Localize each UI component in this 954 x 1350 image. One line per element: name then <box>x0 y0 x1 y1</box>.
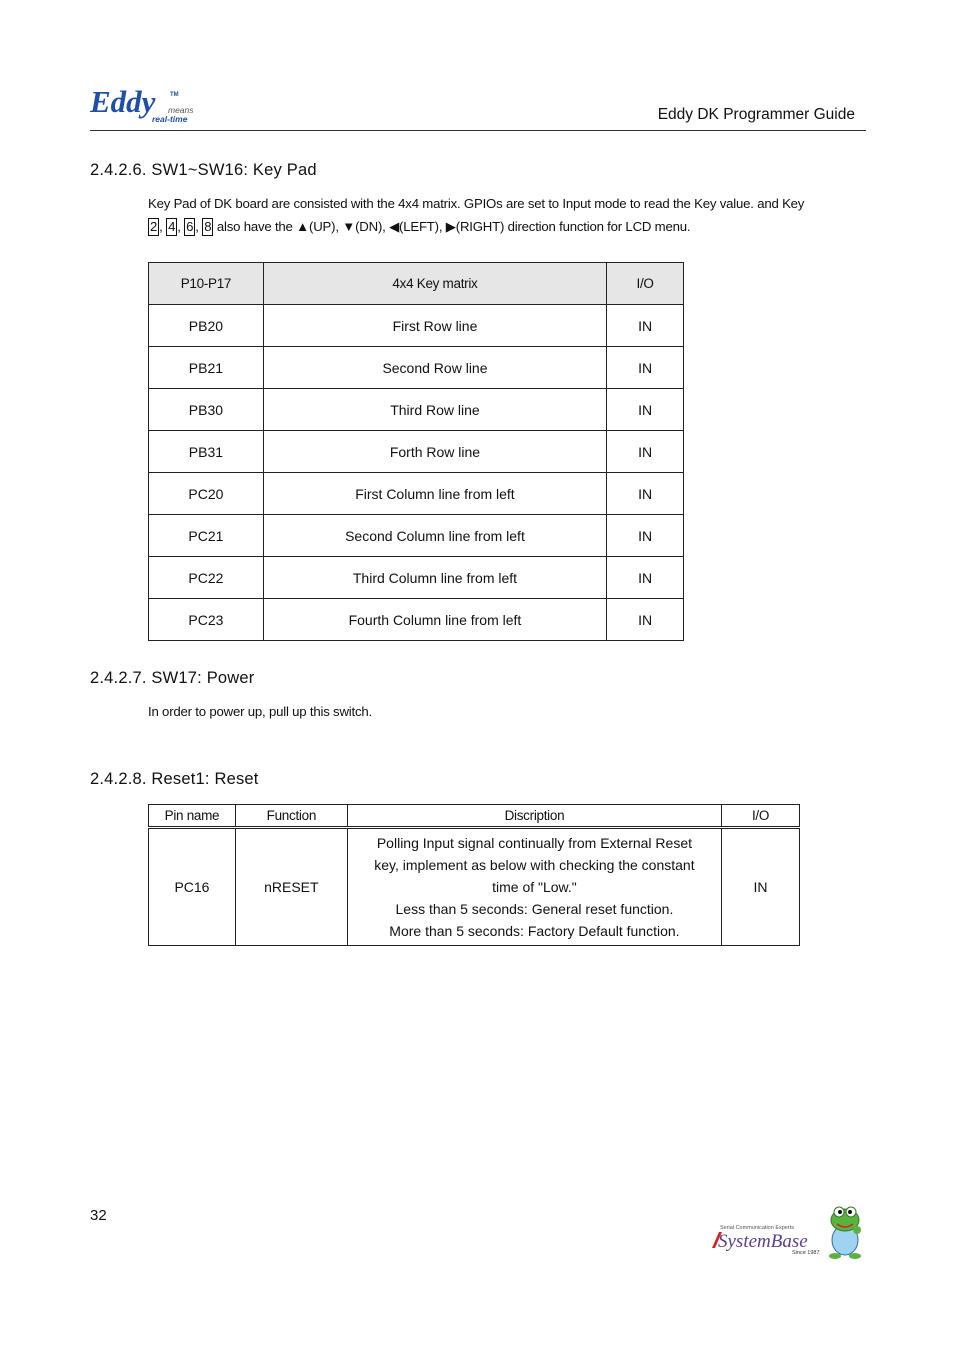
table-row <box>149 515 684 557</box>
io-cell: IN <box>722 828 800 946</box>
triangle-left-icon: ◀ <box>389 219 400 234</box>
pin-cell: PB31 <box>149 431 264 473</box>
table-row <box>149 828 800 946</box>
io-cell: IN <box>607 473 684 515</box>
pin-cell: PC20 <box>149 473 264 515</box>
pin-cell: PC23 <box>149 599 264 641</box>
eddy-logo-tm: TM <box>170 92 179 98</box>
function-cell: nRESET <box>235 828 347 946</box>
matrix-cell: Fourth Column line from left <box>263 599 606 641</box>
table-row <box>149 389 684 431</box>
table-row <box>149 599 684 641</box>
matrix-cell: Second Row line <box>263 347 606 389</box>
table-row <box>149 431 684 473</box>
table-row <box>149 347 684 389</box>
header-cell: P10-P17 <box>149 263 264 305</box>
pin-cell: PB21 <box>149 347 264 389</box>
dir-left-text: (LEFT), <box>399 219 446 234</box>
matrix-cell: Third Row line <box>263 389 606 431</box>
description-line: Less than 5 seconds: General reset function. <box>395 901 674 917</box>
io-cell: IN <box>607 305 684 347</box>
eddy-logo-tag1: means <box>168 105 194 115</box>
keypad-table-header <box>149 263 684 305</box>
description-line: Polling Input signal continually from External Reset <box>376 835 693 851</box>
table-row <box>149 305 684 347</box>
reset-table-header <box>149 805 800 828</box>
matrix-cell: Forth Row line <box>263 431 606 473</box>
pin-cell: PB30 <box>149 389 264 431</box>
header-cell: Discription <box>347 805 721 828</box>
eddy-logo-tag2: real-time <box>152 114 188 124</box>
keypad-table <box>148 262 684 641</box>
eddy-logo <box>90 84 208 124</box>
description-line: time of "Low." <box>492 879 577 895</box>
document-title: Eddy DK Programmer Guide <box>657 106 855 123</box>
keypad-paragraph-line2: 2 , 4 , 6 , 8 also have the ▲(UP), ▼(DN), ◀(LEFT), ▶(RIGHT) direction function for LCD menu. <box>150 219 691 234</box>
section-heading-reset: 2.4.2.8. Reset1: Reset <box>90 770 259 788</box>
matrix-cell: First Row line <box>263 305 606 347</box>
io-cell: IN <box>607 431 684 473</box>
matrix-cell: Second Column line from left <box>263 515 606 557</box>
para-mid-text: also have the <box>213 219 297 234</box>
header-cell: I/O <box>722 805 800 828</box>
matrix-cell: Third Column line from left <box>263 557 606 599</box>
section-heading-power: 2.4.2.7. SW17: Power <box>90 669 255 687</box>
key-label-4: 4 <box>168 219 176 234</box>
io-cell: IN <box>607 389 684 431</box>
systembase-logo <box>710 1200 866 1262</box>
header-cell: 4x4 Key matrix <box>263 263 606 305</box>
description-cell <box>347 828 721 946</box>
header-rule <box>90 130 866 131</box>
pin-cell: PC16 <box>149 828 236 946</box>
dir-right-text: (RIGHT) direction function for LCD menu. <box>455 219 691 234</box>
pin-cell: PC21 <box>149 515 264 557</box>
header-cell: Function <box>235 805 347 828</box>
io-cell: IN <box>607 599 684 641</box>
brand-name: SystemBase <box>718 1231 808 1252</box>
dir-up-text: (UP), <box>309 219 343 234</box>
page-number: 32 <box>90 1207 107 1224</box>
pin-cell: PC22 <box>149 557 264 599</box>
header-cell: Pin name <box>149 805 236 828</box>
triangle-right-icon: ▶ <box>445 219 456 234</box>
io-cell: IN <box>607 347 684 389</box>
pin-cell: PB20 <box>149 305 264 347</box>
key-label-2: 2 <box>150 219 158 234</box>
eddy-logo-text: Eddy <box>90 84 156 119</box>
triangle-up-icon: ▲ <box>296 219 310 234</box>
io-cell: IN <box>607 515 684 557</box>
triangle-down-icon: ▼ <box>342 219 356 234</box>
dir-dn-text: (DN), <box>355 219 390 234</box>
io-cell: IN <box>607 557 684 599</box>
brand-since: Since 1987 <box>792 1250 820 1256</box>
key-label-8: 8 <box>204 219 212 234</box>
section-heading-keypad: 2.4.2.6. SW1~SW16: Key Pad <box>90 161 317 179</box>
description-line: More than 5 seconds: Factory Default function. <box>389 923 680 939</box>
power-paragraph: In order to power up, pull up this switch. <box>148 704 372 719</box>
brand-tagline: Serial Communication Experts <box>720 1225 794 1231</box>
reset-table <box>148 804 800 946</box>
matrix-cell: First Column line from left <box>263 473 606 515</box>
description-line: key, implement as below with checking the constant <box>374 857 695 873</box>
keypad-paragraph-line1: Key Pad of DK board are consisted with the 4x4 matrix. GPIOs are set to Input mode to read the Key value. and Key <box>148 196 805 211</box>
frog-mascot-icon <box>829 1207 861 1259</box>
header-cell: I/O <box>607 263 684 305</box>
table-row <box>149 473 684 515</box>
key-label-6: 6 <box>186 219 194 234</box>
table-row <box>149 557 684 599</box>
